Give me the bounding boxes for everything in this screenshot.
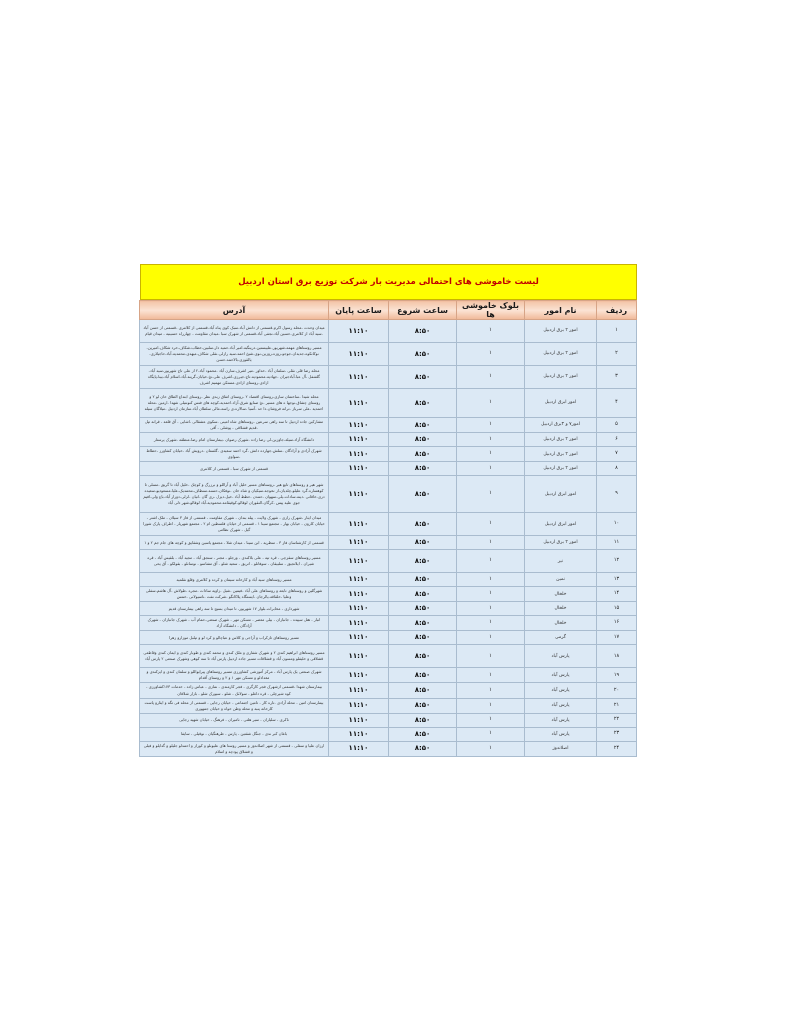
end-time-cell: ۱۱:۱۰ bbox=[329, 389, 389, 418]
address-cell: شهرگلین و روستاهای تابعه و روستاهای علی آباد -فیمین -شیل -زاویه سادات -مجره -طولاش -آل هاشم-سفلی وعلیا -خلقاقه-یالرجان -ایستگاه پلاکانگو -شرکت نفت -ناسیولانی -خمس bbox=[140, 587, 329, 602]
row-number-cell: ۱۲ bbox=[597, 550, 637, 573]
end-time-cell: ۱۱:۱۰ bbox=[329, 320, 389, 343]
table-row bbox=[140, 433, 637, 447]
outage-block-cell: ۱ bbox=[457, 631, 525, 645]
header-outage-block: بلوک خاموشی ها bbox=[457, 301, 525, 320]
table-row bbox=[140, 645, 637, 668]
row-number-cell: ۲۰ bbox=[597, 683, 637, 698]
row-number-cell: ۲۲ bbox=[597, 713, 637, 727]
start-time-cell: ۸:۵۰ bbox=[389, 683, 457, 698]
row-number-cell: ۱۷ bbox=[597, 631, 637, 645]
affairs-name-cell: خلخال bbox=[525, 602, 597, 616]
header-end-time: ساعت پایان bbox=[329, 301, 389, 320]
outage-block-cell: ۱ bbox=[457, 447, 525, 462]
table-row bbox=[140, 602, 637, 616]
table-row bbox=[140, 668, 637, 683]
row-number-cell: ۴ bbox=[597, 389, 637, 418]
row-number-cell: ۳ bbox=[597, 366, 637, 389]
row-number-cell: ۱۹ bbox=[597, 668, 637, 683]
outage-block-cell: ۱ bbox=[457, 587, 525, 602]
start-time-cell: ۸:۵۰ bbox=[389, 698, 457, 713]
end-time-cell: ۱۱:۱۰ bbox=[329, 366, 389, 389]
row-number-cell: ۲ bbox=[597, 343, 637, 366]
table-row bbox=[140, 573, 637, 587]
address-cell: ناکری - سلیاران - سیر هلتی - نامیران - فرهنگ - خیابان شهید رجایی bbox=[140, 713, 329, 727]
affairs-name-cell: خلخال bbox=[525, 587, 597, 602]
header-start-time: ساعت شروع bbox=[389, 301, 457, 320]
address-cell: میدان وحدت -محله رسول اکرم-قسمتی از دانش آباد-سبک کوی پناه آباد-قسمتی از کلانتری -قسمتی از حسن آباد -سید آباد از کلانتری-حسین آباد-نجفی آباد-قسمتی از شهرک سبا -میدان مقاومت - چهارراه حسینیه - میدان قیام bbox=[140, 320, 329, 343]
start-time-cell: ۸:۵۰ bbox=[389, 418, 457, 433]
row-number-cell: ۲۴ bbox=[597, 741, 637, 756]
table-row bbox=[140, 366, 637, 389]
start-time-cell: ۸:۵۰ bbox=[389, 433, 457, 447]
start-time-cell: ۸:۵۰ bbox=[389, 573, 457, 587]
outage-block-cell: ۱ bbox=[457, 573, 525, 587]
row-number-cell: ۱۳ bbox=[597, 573, 637, 587]
outage-block-cell: ۱ bbox=[457, 433, 525, 447]
end-time-cell: ۱۱:۱۰ bbox=[329, 713, 389, 727]
end-time-cell: ۱۱:۱۰ bbox=[329, 462, 389, 476]
address-cell: میدان ایثار -شهرک رازی - شهرک ولایت - پیله بندان - شهرک مقاومت - قسمتی از فاز ۳ سیلان - ملک اشتر - خیابان کارون - خیابان بهار - مجتمع سینا ۱ - قسمتی از خیابان فلسطین ام ۲ - مجتمع شهریار - اطراف پارک شورا گیل - شهرک نظامی bbox=[140, 513, 329, 536]
row-number-cell: ۱۸ bbox=[597, 645, 637, 668]
start-time-cell: ۸:۵۰ bbox=[389, 447, 457, 462]
end-time-cell: ۱۱:۱۰ bbox=[329, 513, 389, 536]
address-cell: دانشگاه آزاد-سیله-جاوزین-لی رضا زاده -شهرک رضوان -بیمارستان امام رضا-منطقه -شهرک پرستار bbox=[140, 433, 329, 447]
outage-block-cell: ۱ bbox=[457, 389, 525, 418]
address-cell: مسیر روستاهای ابراهیم کندی ۲ و شهرک شفاری و ملک کندی و محمد کندی و طوبار کندی و ایمان کندی وقاطعی قشلاقی و خلیفلو ومسون آباد و قشلاقات مسیر جاده اردبیل پارس آباد تا سه کوهی وشهرک صنعتی ۲ پارس آباد bbox=[140, 645, 329, 668]
table-body bbox=[140, 320, 637, 757]
affairs-name-cell: پارس آباد bbox=[525, 713, 597, 727]
table-row bbox=[140, 741, 637, 756]
affairs-name-cell: پارس آباد bbox=[525, 668, 597, 683]
outage-block-cell: ۱ bbox=[457, 320, 525, 343]
row-number-cell: ۶ bbox=[597, 433, 637, 447]
start-time-cell: ۸:۵۰ bbox=[389, 668, 457, 683]
affairs-name-cell: امور ۲ برق اردبیل bbox=[525, 462, 597, 476]
end-time-cell: ۱۱:۱۰ bbox=[329, 741, 389, 756]
end-time-cell: ۱۱:۱۰ bbox=[329, 433, 389, 447]
end-time-cell: ۱۱:۱۰ bbox=[329, 727, 389, 741]
affairs-name-cell: امور ۲ برق اردبیل bbox=[525, 343, 597, 366]
affairs-name-cell: امور ۲ برق اردبیل bbox=[525, 536, 597, 550]
address-cell: شهرک صنعتی یک پارس آباد - مرکز آموزشی کشاورزی مسیر روستاهای پیرایواللو و سلمان کندی و ایزکندی و مغدادلو و مسکن مهر ۱ و ۲ و روستای آقدام bbox=[140, 668, 329, 683]
start-time-cell: ۸:۵۰ bbox=[389, 616, 457, 631]
table-row bbox=[140, 713, 637, 727]
affairs-name-cell: امور ۲ برق اردبیل bbox=[525, 320, 597, 343]
start-time-cell: ۸:۵۰ bbox=[389, 727, 457, 741]
outage-block-cell: ۱ bbox=[457, 476, 525, 513]
start-time-cell: ۸:۵۰ bbox=[389, 476, 457, 513]
table-row bbox=[140, 513, 637, 536]
row-number-cell: ۷ bbox=[597, 447, 637, 462]
end-time-cell: ۱۱:۱۰ bbox=[329, 668, 389, 683]
address-cell: قسمتی از شهرک سبا - قسمتی از کلانتری bbox=[140, 462, 329, 476]
sheet-title: لیست خاموشی های احتمالی مدیریت بار شرکت توزیع برق استان اردبیل bbox=[140, 264, 637, 300]
end-time-cell: ۱۱:۱۰ bbox=[329, 683, 389, 698]
start-time-cell: ۸:۵۰ bbox=[389, 536, 457, 550]
outage-block-cell: ۱ bbox=[457, 536, 525, 550]
address-cell: مسیر روستاهای سید آباد و کارخانه سیمان و کرده و کلانتری وقلع نقلمید bbox=[140, 573, 329, 587]
affairs-name-cell: امور ابرق اردبیل bbox=[525, 389, 597, 418]
address-cell: بیمارستان شهدا -قسمتی ازشهرک فجر کارگری - فجر کارمندی - نمازی - عباس زاده - خدمات ۱۷۳کشاورزی - کوه شیرچلی - قره داغلو - سولانک - شلو - سیورک شلو - بازار شلاقان bbox=[140, 683, 329, 698]
affairs-name-cell: اصلاندوز bbox=[525, 741, 597, 756]
affairs-name-cell: پارس آباد bbox=[525, 727, 597, 741]
start-time-cell: ۸:۵۰ bbox=[389, 513, 457, 536]
table-row bbox=[140, 631, 637, 645]
row-number-cell: ۲۳ bbox=[597, 727, 637, 741]
row-number-cell: ۲۱ bbox=[597, 698, 637, 713]
table-row bbox=[140, 418, 637, 433]
affairs-name-cell: گرمی bbox=[525, 631, 597, 645]
table-row bbox=[140, 683, 637, 698]
header-address: آدرس bbox=[140, 301, 329, 320]
row-number-cell: ۸ bbox=[597, 462, 637, 476]
end-time-cell: ۱۱:۱۰ bbox=[329, 550, 389, 573]
start-time-cell: ۸:۵۰ bbox=[389, 462, 457, 476]
start-time-cell: ۸:۵۰ bbox=[389, 320, 457, 343]
address-cell: شهرداری - مخابرات-بلوار ۱۷ شهریور- تا میدان بسیج تا سه راهی بیمارستان قدیم bbox=[140, 602, 329, 616]
outage-block-cell: ۱ bbox=[457, 462, 525, 476]
start-time-cell: ۸:۵۰ bbox=[389, 366, 457, 389]
table-header-row bbox=[140, 301, 637, 320]
end-time-cell: ۱۱:۱۰ bbox=[329, 645, 389, 668]
outage-block-cell: ۱ bbox=[457, 343, 525, 366]
affairs-name-cell: امور ۲ برق اردبیل bbox=[525, 366, 597, 389]
row-number-cell: ۹ bbox=[597, 476, 637, 513]
table-row bbox=[140, 698, 637, 713]
table-row bbox=[140, 550, 637, 573]
table-row bbox=[140, 389, 637, 418]
affairs-name-cell: پارس آباد bbox=[525, 698, 597, 713]
table-row bbox=[140, 343, 637, 366]
start-time-cell: ۸:۵۰ bbox=[389, 631, 457, 645]
outage-block-cell: ۱ bbox=[457, 418, 525, 433]
end-time-cell: ۱۱:۱۰ bbox=[329, 343, 389, 366]
affairs-name-cell: پارس آباد bbox=[525, 683, 597, 698]
affairs-name-cell: امور۷ و ۳برق اردبیل bbox=[525, 418, 597, 433]
address-cell: مسیر روستاهای سقزچی - قره تپه - علی بلاکندی - ورجلو - مجنر - سنجق آباد - مجید آباد - بلقیس آباد - قره شیران - ایلانجیق - سلبیقان - سوفانلو - اتریق - سعید شلو - آق مشاسو - نوسانلو - بقولکو - آق یحی bbox=[140, 550, 329, 573]
address-cell: مسیر روستاهای مهمه-شهریور-علیبستین-درینگبه-امیر آباد-حمید دار-سلبین-خطاب-شکاف-خرد شکاف-امیرین-نوکانکوه-جدیدان-جوجو-روزه-روزین-نوی-شیخ احمد-سید رازلی-نقلی شکاف-میهدی-محمدیه-آباد-حاجیلاری-یالقوزی-بالاحمد-حسن bbox=[140, 343, 329, 366]
outage-block-cell: ۱ bbox=[457, 741, 525, 756]
end-time-cell: ۱۱:۱۰ bbox=[329, 418, 389, 433]
table-row bbox=[140, 476, 637, 513]
address-cell: محله شیدا -ساختمان سازی-روستای اقتصاد ۲ -روستای اتفاق زبدی نظر -روستای ابتداع الطاق خان لو ۲ و روستای چشاق-نوجها ه های مسیر -نخ صنایع شرق-آزاد-احمدیه-کوچه های فنس کنونتیلی شهدا -ارمین -محله احمدیه -علی سرباز -ترانه فروشان-دا حد -آسیا -سالاره-ی راسه-مالی سلطان آباد-سازمان اردبیل -میلاگان سیله bbox=[140, 389, 329, 418]
affairs-name-cell: نیر bbox=[525, 550, 597, 573]
address-cell: مشارکین جاده اردبیل تا سه راهی سرعین -روستاهای شاه امینی -سکوی عشقالی -اشایی - آق قلعه - قرانه تپل -قدیم قشلاقی - پوشلی - آقی bbox=[140, 418, 329, 433]
address-cell: انبار - هتل سپیده - جانبازان - بیلی معصر - مسکن مهر - شهرک صنعتی-حمام آب - شهرک جانبازان - شهرک آزادگان - دانشگاه آزاد bbox=[140, 616, 329, 631]
address-cell: مسیر روستاهای تازکراب و آزاجی و کلاس و عباچالو و کرد لو و تپلبل موزارو زهرا bbox=[140, 631, 329, 645]
end-time-cell: ۱۱:۱۰ bbox=[329, 698, 389, 713]
affairs-name-cell: نمین bbox=[525, 573, 597, 587]
start-time-cell: ۸:۵۰ bbox=[389, 713, 457, 727]
row-number-cell: ۱۰ bbox=[597, 513, 637, 536]
outage-block-cell: ۱ bbox=[457, 550, 525, 573]
outage-block-cell: ۱ bbox=[457, 698, 525, 713]
start-time-cell: ۸:۵۰ bbox=[389, 587, 457, 602]
table-row bbox=[140, 727, 637, 741]
affairs-name-cell: خلخال bbox=[525, 616, 597, 631]
outage-block-cell: ۱ bbox=[457, 616, 525, 631]
end-time-cell: ۱۱:۱۰ bbox=[329, 476, 389, 513]
outage-block-cell: ۱ bbox=[457, 683, 525, 698]
end-time-cell: ۱۱:۱۰ bbox=[329, 536, 389, 550]
row-number-cell: ۱ bbox=[597, 320, 637, 343]
address-cell: قسمتی از کارشناسان فاز ۳ - منظریه - ابن سینا - میدان شلا - مجتمع یاسین وشقایق و کوچه های جام جم ۲ و ۱ bbox=[140, 536, 329, 550]
address-cell: باغان کبر ندی - جنگل شقتین - پارس - طرهنگیان - نوقیلی - سایفا bbox=[140, 727, 329, 741]
table-row bbox=[140, 320, 637, 343]
end-time-cell: ۱۱:۱۰ bbox=[329, 573, 389, 587]
row-number-cell: ۱۴ bbox=[597, 587, 637, 602]
affairs-name-cell: امور ابرق اردبیل bbox=[525, 476, 597, 513]
affairs-name-cell: امور ۲ برق اردبیل bbox=[525, 433, 597, 447]
outage-block-cell: ۱ bbox=[457, 513, 525, 536]
outage-table bbox=[139, 300, 637, 757]
address-cell: محله رضا قلی نقلی -سلمان آباد -خداور -میر اشرف-سارن آباد -محمود آباد-۲ از علی تاج شهریور-سید آباد-گلشفل -آل عبا-آبادجیران -جهادیه-محمودیه-تاج-جیرزی-اشرف علی-نخ-خیابان-گرینه-آباد-اسلام آباد-بینا-پایگاه ازادی-روستای ازادی-مستکن مهمیم اشرف bbox=[140, 366, 329, 389]
end-time-cell: ۱۱:۱۰ bbox=[329, 447, 389, 462]
affairs-name-cell: امور ۲ برق اردبیل bbox=[525, 447, 597, 462]
start-time-cell: ۸:۵۰ bbox=[389, 602, 457, 616]
end-time-cell: ۱۱:۱۰ bbox=[329, 602, 389, 616]
outage-block-cell: ۱ bbox=[457, 602, 525, 616]
affairs-name-cell: پارس آباد bbox=[525, 645, 597, 668]
row-number-cell: ۱۱ bbox=[597, 536, 637, 550]
start-time-cell: ۸:۵۰ bbox=[389, 343, 457, 366]
outage-block-cell: ۱ bbox=[457, 668, 525, 683]
address-cell: بیمارستان امین - محله آزادی -تاره کار - تامین اجتماعی - خیابان رجایی - قسمتی از محله فی تگه و ایثارو پاست کارخانه پنبه و محله وطن خواه و خیابان جمهوری bbox=[140, 698, 329, 713]
outage-block-cell: ۱ bbox=[457, 727, 525, 741]
table-row bbox=[140, 616, 637, 631]
address-cell: ارزان علیا و سفلی - قسمتی از شهر اصلاندوز و مسیر روستا های علیونلو و کوراز و احمدلو جلیلو و گدایلو و فیلی و قشلاق پودچه و اسلام bbox=[140, 741, 329, 756]
row-number-cell: ۵ bbox=[597, 418, 637, 433]
outage-block-cell: ۱ bbox=[457, 366, 525, 389]
start-time-cell: ۸:۵۰ bbox=[389, 550, 457, 573]
table-row bbox=[140, 587, 637, 602]
start-time-cell: ۸:۵۰ bbox=[389, 741, 457, 756]
header-row-number: ردیف bbox=[597, 301, 637, 320]
address-cell: شهرک آزادی و آزادگان -سلش-جهارده دانش -گرد احمد سعیدی -گلستان -درویش آباد -خیابان کشاورز -حطاط -سواوی bbox=[140, 447, 329, 462]
end-time-cell: ۱۱:۱۰ bbox=[329, 616, 389, 631]
end-time-cell: ۱۱:۱۰ bbox=[329, 631, 389, 645]
outage-block-cell: ۱ bbox=[457, 645, 525, 668]
end-time-cell: ۱۱:۱۰ bbox=[329, 587, 389, 602]
start-time-cell: ۸:۵۰ bbox=[389, 645, 457, 668]
table-row bbox=[140, 447, 637, 462]
row-number-cell: ۱۶ bbox=[597, 616, 637, 631]
table-row bbox=[140, 536, 637, 550]
affairs-name-cell: امور ابرق اردبیل bbox=[525, 513, 597, 536]
outage-block-cell: ۱ bbox=[457, 713, 525, 727]
address-cell: شهر هیر و روستاهای تابع هیر -روستاهای مسیر خلیل آباد و آراللو و برزرگ و کوچک -خلیل آباد تا گریق -مسلی تا کوهساره-گرد علیلو-چلدیان-از نخوجه-سیکیان و شاه خان -نوفکان-حسنه-سنطاف-محمدیک-علیا-مسعودیو-سعیده دری-خاقانی -دینه-سادات-یلی-سهوان -حمدن -حطط آباد -خیل-دیزل -ری گان -انیان -لزلی-دورار آباد-باع ولی-افیم جوی علیه پیس -کرگان-النقوران لوقالو-کوقیقامه-محمودیه-آباد لوقالو-شهر دلی آباد bbox=[140, 476, 329, 513]
row-number-cell: ۱۵ bbox=[597, 602, 637, 616]
table-row bbox=[140, 462, 637, 476]
outage-schedule-sheet bbox=[140, 264, 637, 757]
start-time-cell: ۸:۵۰ bbox=[389, 389, 457, 418]
header-affairs-name: نام امور bbox=[525, 301, 597, 320]
